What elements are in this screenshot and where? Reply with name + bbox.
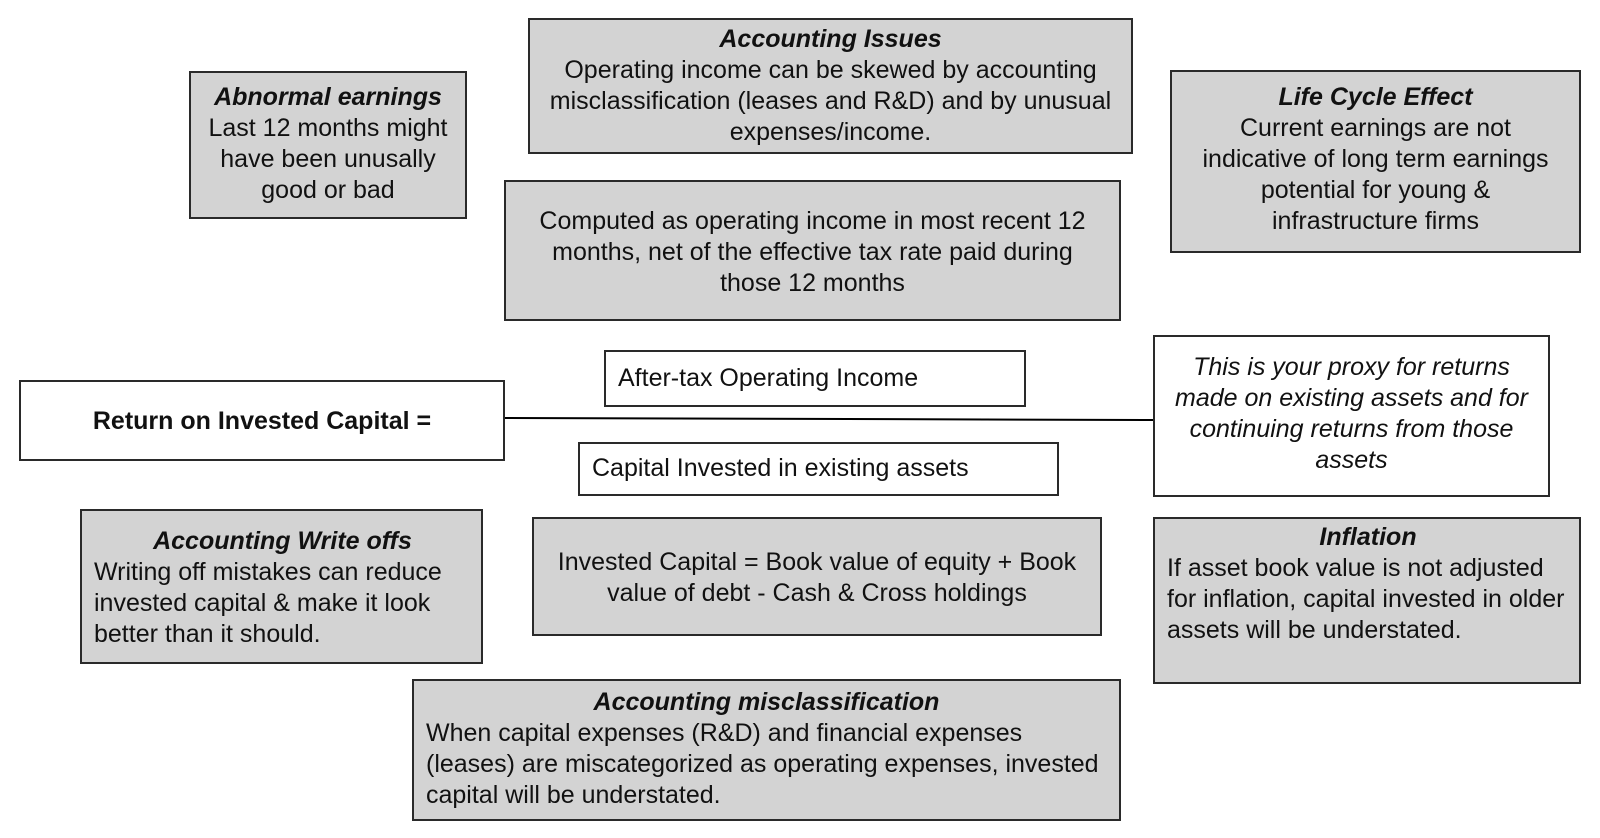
write-offs-box [80, 509, 483, 664]
accounting-issues-box [528, 18, 1133, 154]
abnormal-earnings-text: Last 12 months might have been unusally good or bad [208, 114, 448, 204]
write-offs-title: Accounting Write offs [153, 527, 412, 555]
numerator-box [604, 350, 1026, 407]
operating-income-definition-box [504, 180, 1121, 321]
invested-capital-definition-box [532, 517, 1102, 636]
roic-label-box [19, 380, 505, 461]
roic-label-text: Return on Invested Capital = [92, 407, 432, 435]
accounting-issues-title: Accounting Issues [719, 25, 942, 53]
life-cycle-title: Life Cycle Effect [1278, 83, 1473, 111]
operating-income-definition-text: Computed as operating income in most recent 12 months, net of the effective tax rate paid during those 12 months [539, 207, 1086, 297]
abnormal-earnings-title: Abnormal earnings [214, 83, 442, 111]
denominator-text: Capital Invested in existing assets [592, 454, 969, 482]
misclassification-text: When capital expenses (R&D) and financial expenses (leases) are miscategorized as operating expenses, invested capital will be understated. [426, 719, 1099, 809]
numerator-text: After-tax Operating Income [618, 364, 919, 392]
inflation-title: Inflation [1319, 523, 1417, 551]
accounting-issues-text: Operating income can be skewed by accounting misclassification (leases and R&D) and by unusual expenses/income. [549, 56, 1112, 146]
life-cycle-text: Current earnings are not indicative of long term earnings potential for young & infrastructure firms [1202, 114, 1549, 235]
proxy-note-box [1153, 335, 1550, 497]
misclassification-box [412, 679, 1121, 821]
inflation-box [1153, 517, 1581, 684]
inflation-text: If asset book value is not adjusted for inflation, capital invested in older assets will be understated. [1167, 554, 1565, 644]
abnormal-earnings-box [189, 71, 467, 219]
write-offs-text: Writing off mistakes can reduce invested capital & make it look better than it should. [94, 558, 442, 648]
life-cycle-box [1170, 70, 1581, 253]
proxy-note-text: This is your proxy for returns made on existing assets and for continuing returns from those assets [1175, 353, 1528, 474]
misclassification-title: Accounting misclassification [593, 688, 940, 716]
denominator-box [578, 442, 1059, 496]
invested-capital-definition-text: Invested Capital = Book value of equity + Book value of debt - Cash & Cross holdings [557, 548, 1077, 607]
